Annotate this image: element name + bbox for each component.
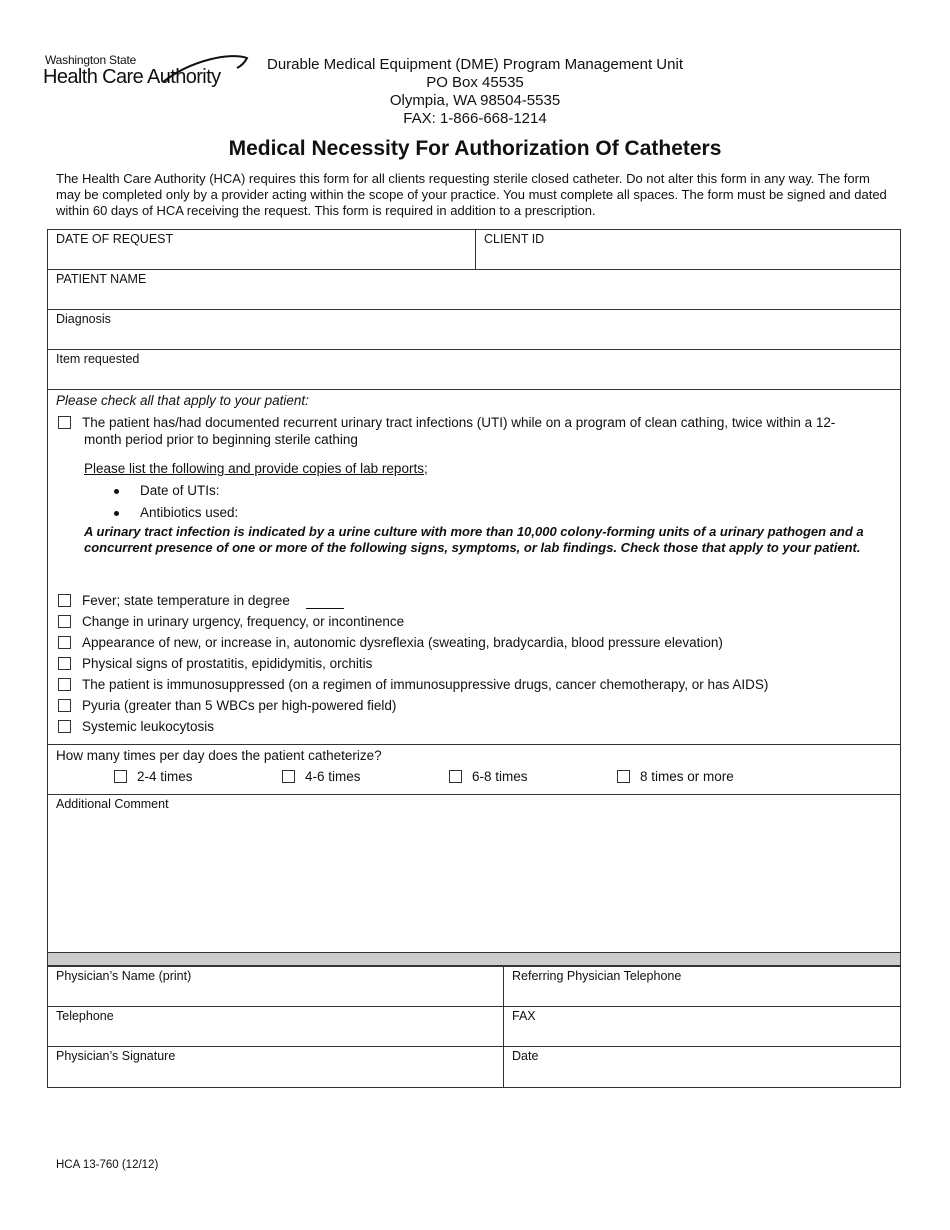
symptom-text: Systemic leukocytosis — [82, 719, 215, 734]
physician-name-field[interactable] — [48, 967, 503, 1006]
frequency-checkbox[interactable] — [617, 770, 630, 783]
logo-line1: Washington State — [45, 53, 137, 67]
request-form — [47, 229, 901, 1088]
symptom-checkbox[interactable] — [58, 636, 71, 649]
client-id-label: CLIENT ID — [484, 232, 545, 246]
section-divider — [48, 953, 900, 967]
symptom-text: Pyuria (greater than 5 WBCs per high-powered field) — [82, 698, 397, 713]
uti-checkbox[interactable] — [58, 416, 71, 429]
additional-comment-field[interactable] — [48, 795, 900, 953]
uti-text-line2: month period prior to beginning sterile cathing — [84, 432, 358, 447]
temperature-blank[interactable] — [306, 608, 344, 609]
symptom-text: Change in urinary urgency, frequency, or incontinence — [82, 614, 405, 629]
item-requested-label: Item requested — [56, 352, 140, 366]
date-field[interactable] — [504, 1047, 900, 1087]
header-address — [250, 56, 700, 128]
criteria-section — [48, 390, 900, 745]
bullet-antibiotics-text: Antibiotics used: — [140, 505, 239, 520]
symptom-checkbox[interactable] — [58, 699, 71, 712]
intro-text: The Health Care Authority (HCA) requires this form for all clients requesting sterile closed catheter. Do not alter this form in any way. The form may be completed only by a provider acting within the scope of your practice. You must complete all spaces. The form must be signed and dated within 60 days of HCA receiving the request. This form is required in addition to a prescription. — [56, 171, 887, 218]
frequency-section — [48, 745, 900, 795]
referring-phone-field[interactable] — [504, 967, 900, 1006]
row-signature-date — [48, 1047, 900, 1087]
logo-swoosh-icon — [161, 52, 251, 94]
fever-checkbox[interactable] — [58, 594, 71, 607]
symptom-checkbox[interactable] — [58, 720, 71, 733]
frequency-question: How many times per day does the patient catheterize? — [56, 748, 382, 763]
date-label: Date — [512, 1049, 539, 1063]
telephone-field[interactable] — [48, 1007, 503, 1046]
additional-comment-label: Additional Comment — [56, 797, 169, 811]
frequency-option[interactable] — [282, 769, 361, 784]
frequency-option[interactable] — [449, 769, 528, 784]
symptom-checkbox[interactable] — [58, 678, 71, 691]
criteria-prompt: Please check all that apply to your patient: — [56, 393, 309, 408]
frequency-label: 2-4 times — [137, 769, 193, 784]
symptom-checkbox[interactable] — [58, 615, 71, 628]
form-number: HCA 13-760 (12/12) — [56, 1159, 159, 1171]
fax-field[interactable] — [504, 1007, 900, 1046]
frequency-label: 8 times or more — [640, 769, 734, 784]
client-id-field[interactable] — [476, 230, 900, 269]
frequency-checkbox[interactable] — [114, 770, 127, 783]
bullet-date-text: Date of UTIs: — [140, 483, 220, 498]
symptom-text: Appearance of new, or increase in, autonomic dysreflexia (sweating, bradycardia, blood pressure elevation) — [82, 635, 723, 650]
uti-definition-note: A urinary tract infection is indicated by a urine culture with more than 10,000 colony-forming units of a urinary pathogen and a concurrent presence of one or more of the following signs, symptoms, or lab findings. Check those that apply to your patient. — [84, 524, 864, 555]
hca-logo — [43, 52, 248, 94]
header-unit: Durable Medical Equipment (DME) Program Management Unit — [266, 56, 683, 73]
signature-field[interactable] — [48, 1047, 503, 1087]
telephone-label: Telephone — [56, 1009, 114, 1023]
header-po-box: PO Box 45535 — [426, 74, 524, 91]
date-of-request-label: DATE OF REQUEST — [56, 232, 174, 246]
logo-line2: Health Care Authority — [43, 66, 221, 88]
physician-name-label: Physician’s Name (print) — [56, 969, 192, 983]
fax-label: FAX — [512, 1009, 536, 1023]
frequency-option[interactable] — [617, 769, 734, 784]
patient-name-field[interactable] — [48, 270, 900, 310]
row-physician-name — [48, 967, 900, 1007]
date-of-request-field[interactable] — [48, 230, 475, 269]
row-telephone-fax — [48, 1007, 900, 1047]
header-city: Olympia, WA 98504-5535 — [389, 92, 561, 109]
uti-text-line1: The patient has/had documented recurrent urinary tract infections (UTI) while on a program of clean cathing, twice within a 12- — [82, 415, 836, 430]
diagnosis-field[interactable] — [48, 310, 900, 350]
referring-phone-label: Referring Physician Telephone — [512, 969, 682, 983]
diagnosis-label: Diagnosis — [56, 312, 111, 326]
frequency-checkbox[interactable] — [449, 770, 462, 783]
symptom-text: Physical signs of prostatitis, epididymitis, orchitis — [82, 656, 373, 671]
symptom-checkbox[interactable] — [58, 657, 71, 670]
row-date-client — [48, 230, 900, 270]
frequency-checkbox[interactable] — [282, 770, 295, 783]
frequency-label: 4-6 times — [305, 769, 361, 784]
patient-name-label: PATIENT NAME — [56, 272, 147, 286]
lab-list-heading: Please list the following and provide copies of lab reports; — [84, 461, 428, 476]
symptom-text: The patient is immunosuppressed (on a regimen of immunosuppressive drugs, cancer chemotherapy, or has AIDS) — [82, 677, 769, 692]
page-title: Medical Necessity For Authorization Of Catheters — [228, 137, 722, 160]
frequency-label: 6-8 times — [472, 769, 528, 784]
frequency-option[interactable] — [114, 769, 193, 784]
item-requested-field[interactable] — [48, 350, 900, 390]
signature-label: Physician’s Signature — [56, 1049, 176, 1063]
fever-text: Fever; state temperature in degree — [82, 593, 290, 608]
header-fax: FAX: 1-866-668-1214 — [403, 110, 547, 127]
